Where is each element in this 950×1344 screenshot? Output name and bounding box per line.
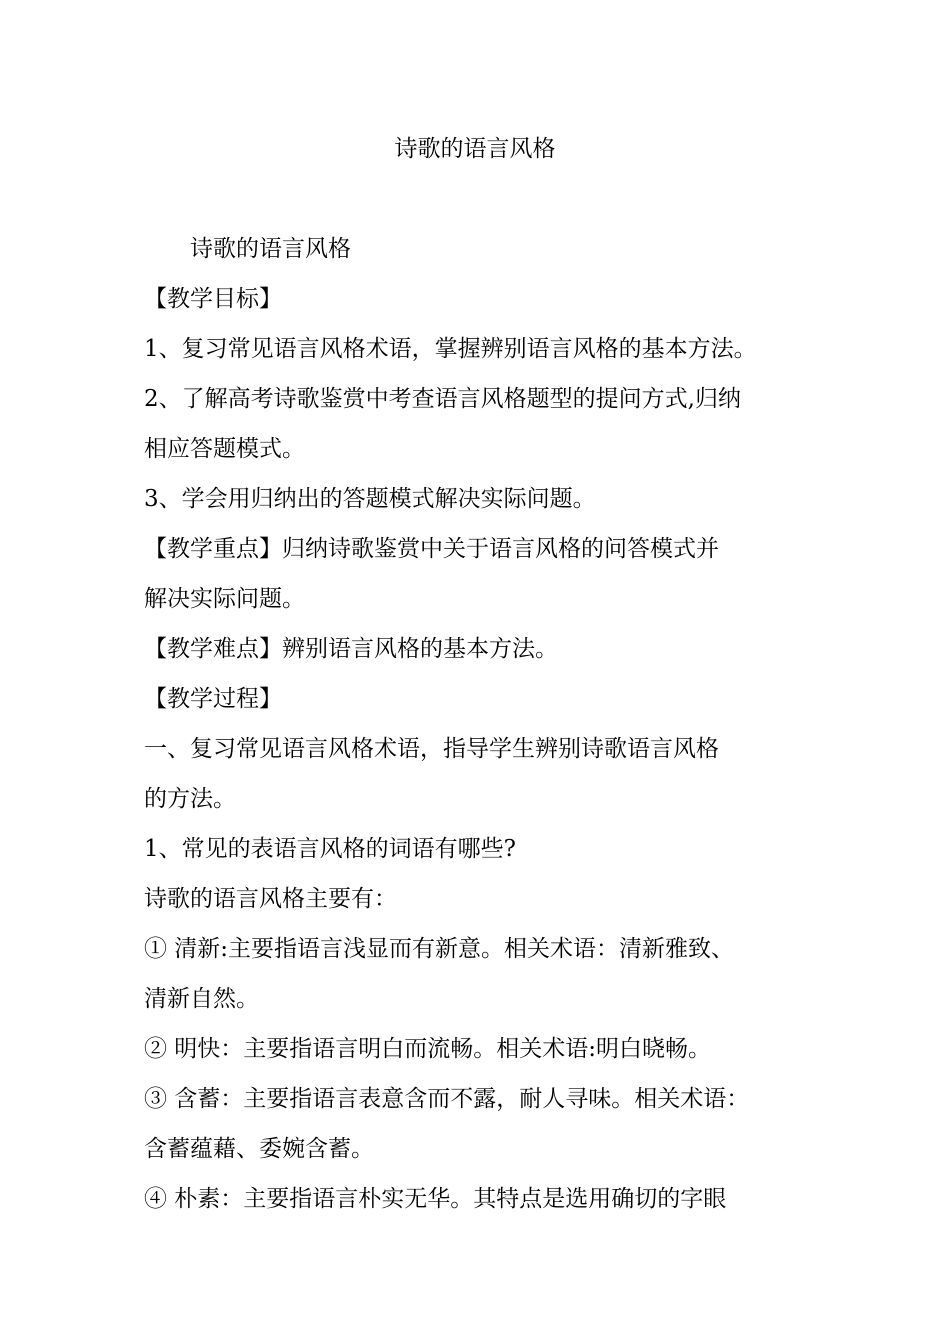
process-step-1: 一、复习常见语言风格术语，指导学生辨别诗歌语言风格 (144, 736, 719, 762)
page-title: 诗歌的语言风格 (394, 136, 556, 162)
style-item-3: ③ 含蓄：主要指语言表意含而不露，耐人寻味。相关术语： (144, 1086, 750, 1112)
goal-item-3: 3、学会用归纳出的答题模式解决实际问题。 (144, 486, 596, 512)
styles-intro: 诗歌的语言风格主要有： (144, 886, 397, 912)
question-1: 1、常见的表语言风格的词语有哪些? (144, 836, 516, 862)
document-body (144, 232, 814, 1232)
heading-teaching-goals: 【教学目标】 (144, 286, 282, 312)
style-item-3-continued: 含蓄蕴藉、委婉含蓄。 (144, 1136, 374, 1162)
section-heading: 诗歌的语言风格 (190, 236, 351, 262)
style-item-1-continued: 清新自然。 (144, 986, 259, 1012)
teaching-focus: 【教学重点】归纳诗歌鉴赏中关于语言风格的问答模式并 (144, 536, 719, 562)
teaching-difficulty: 【教学难点】辨别语言风格的基本方法。 (144, 636, 558, 662)
process-step-1-continued: 的方法。 (144, 786, 236, 812)
style-item-4: ④ 朴素：主要指语言朴实无华。其特点是选用确切的字眼 (144, 1186, 727, 1212)
goal-item-2: 2、了解高考诗歌鉴赏中考查语言风格题型的提问方式,归纳 (144, 386, 741, 412)
goal-item-2-continued: 相应答题模式。 (144, 436, 305, 462)
heading-teaching-process: 【教学过程】 (144, 686, 282, 712)
style-item-1: ① 清新:主要指语言浅显而有新意。相关术语：清新雅致、 (144, 936, 735, 962)
teaching-focus-continued: 解决实际问题。 (144, 586, 305, 612)
style-item-2: ② 明快：主要指语言明白而流畅。相关术语:明白晓畅。 (144, 1036, 712, 1062)
goal-item-1: 1、复习常见语言风格术语，掌握辨别语言风格的基本方法。 (144, 336, 757, 362)
